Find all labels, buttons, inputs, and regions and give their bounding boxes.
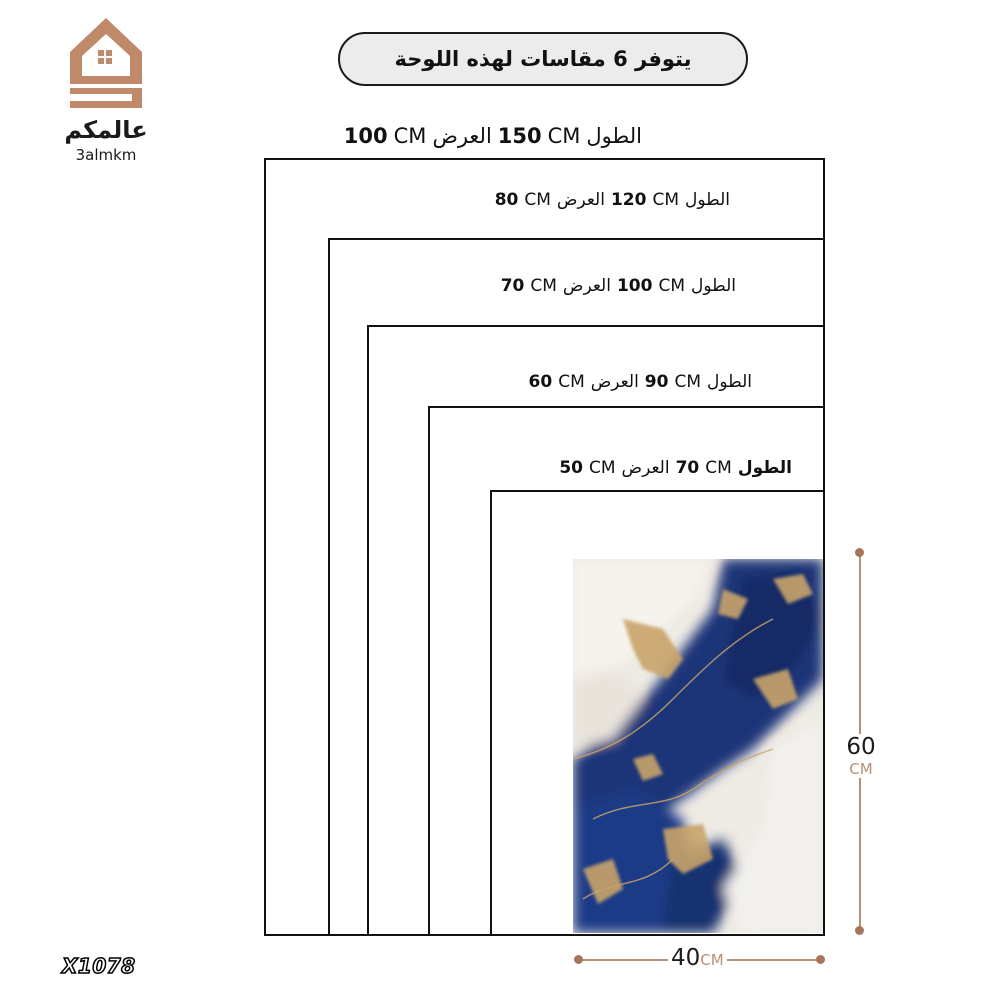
brand-name-arabic: عالمكم bbox=[64, 116, 148, 144]
width-ruler-right-dot bbox=[816, 955, 825, 964]
width-label bbox=[668, 945, 727, 971]
size-label-100x70: 70 CM العرض 100 CM الطول bbox=[500, 276, 736, 296]
width-value: 40 bbox=[671, 945, 701, 971]
height-ruler-bottom-dot bbox=[855, 926, 864, 935]
product-code: X1078 bbox=[62, 954, 136, 978]
page-title: يتوفر 6 مقاسات لهذه اللوحة bbox=[338, 32, 748, 86]
size-label-150x100: 100 CM العرض 150 CM الطول bbox=[343, 124, 642, 148]
brand-logo-icon bbox=[66, 14, 146, 110]
width-ruler-left-dot bbox=[574, 955, 583, 964]
height-ruler-top-dot bbox=[855, 548, 864, 557]
artwork-image bbox=[573, 559, 823, 933]
height-unit: CM bbox=[849, 760, 873, 778]
width-unit: CM bbox=[700, 951, 724, 969]
size-label-70x50: 50 CM العرض 70 CM الطول bbox=[559, 458, 792, 478]
size-label-120x80: 80 CM العرض 120 CM الطول bbox=[494, 190, 730, 210]
size-label-90x60: 60 CM العرض 90 CM الطول bbox=[528, 372, 752, 392]
height-value: 60 bbox=[846, 734, 876, 760]
brand-name-latin: 3almkm bbox=[75, 146, 137, 164]
height-label bbox=[836, 734, 886, 778]
